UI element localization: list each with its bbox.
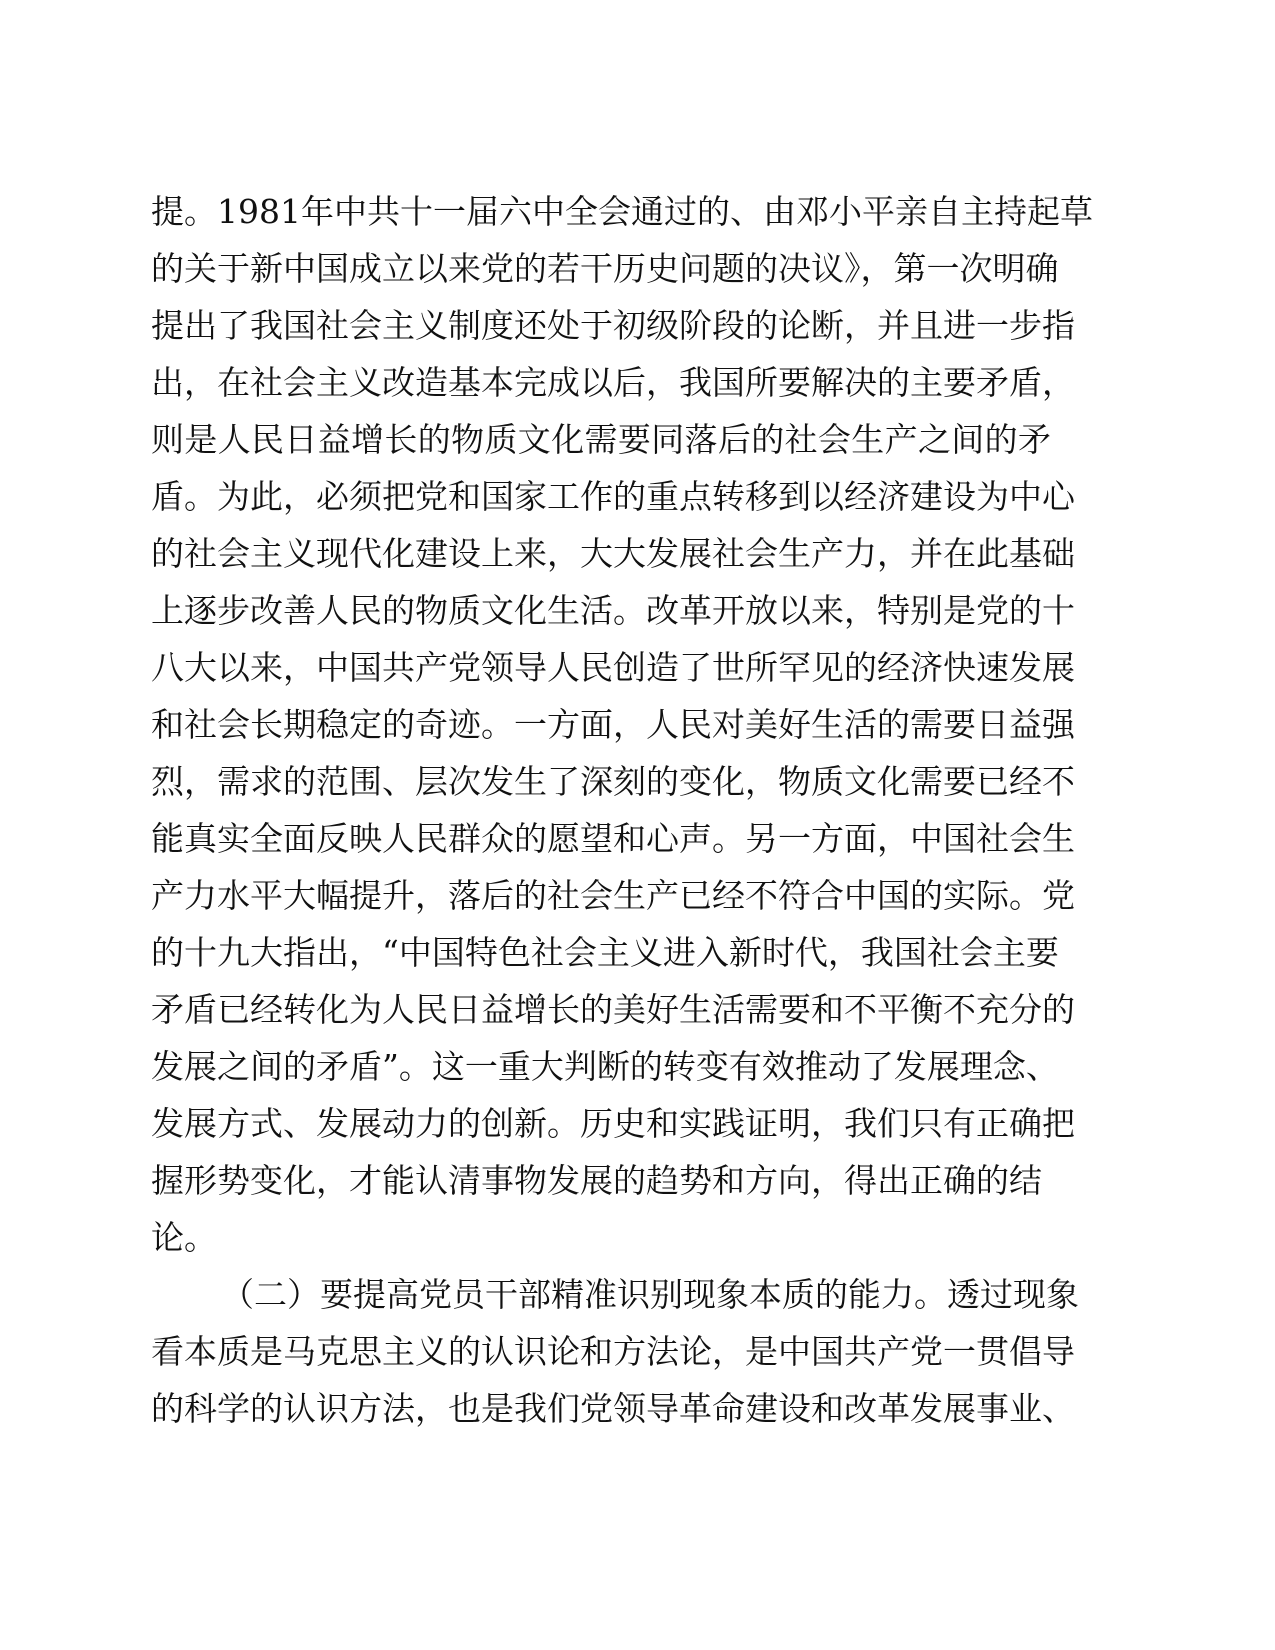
text-line: 八大以来，中国共产党领导人民创造了世所罕见的经济快速发展 <box>151 648 1075 687</box>
text-line: 则是人民日益增长的物质文化需要同落后的社会生产之间的矛 <box>151 420 1051 459</box>
text-line: 的十九大指出，“中国特色社会主义进入新时代，我国社会主要 <box>151 933 1059 972</box>
text-line: 发展之间的矛盾”。这一重大判断的转变有效推动了发展理念、 <box>151 1047 1059 1086</box>
text-line: 的科学的认识方法，也是我们党领导革命建设和改革发展事业、 <box>151 1389 1075 1428</box>
body-text <box>151 183 1093 1437</box>
text-line: 的关于新中国成立以来党的若干历史问题的决议》，第一次明确 <box>151 249 1059 288</box>
text-line: 提出了我国社会主义制度还处于初级阶段的论断，并且进一步指 <box>151 306 1075 345</box>
text-line: 出，在社会主义改造基本完成以后，我国所要解决的主要矛盾， <box>151 363 1075 402</box>
text-line: 发展方式、发展动力的创新。历史和实践证明，我们只有正确把 <box>151 1104 1075 1143</box>
text-line: 看本质是马克思主义的认识论和方法论，是中国共产党一贯倡导 <box>151 1332 1075 1371</box>
text-line: 烈，需求的范围、层次发生了深刻的变化，物质文化需要已经不 <box>151 762 1075 801</box>
text-line: 论。 <box>151 1218 217 1257</box>
text-line: 上逐步改善人民的物质文化生活。改革开放以来，特别是党的十 <box>151 591 1075 630</box>
text-line: 和社会长期稳定的奇迹。一方面，人民对美好生活的需要日益强 <box>151 705 1075 744</box>
text-line: 握形势变化，才能认清事物发展的趋势和方向，得出正确的结 <box>151 1161 1042 1200</box>
text-line: 的社会主义现代化建设上来，大大发展社会生产力，并在此基础 <box>151 534 1075 573</box>
text-line: 提。1981年中共十一届六中全会通过的、由邓小平亲自主持起草 <box>151 192 1093 231</box>
section-heading-line: （二）要提高党员干部精准识别现象本质的能力。透过现象 <box>221 1275 1079 1314</box>
text-line: 产力水平大幅提升，落后的社会生产已经不符合中国的实际。党 <box>151 876 1075 915</box>
text-line: 能真实全面反映人民群众的愿望和心声。另一方面，中国社会生 <box>151 819 1075 858</box>
text-line: 矛盾已经转化为人民日益增长的美好生活需要和不平衡不充分的 <box>151 990 1075 1029</box>
text-line: 盾。为此，必须把党和国家工作的重点转移到以经济建设为中心 <box>151 477 1075 516</box>
